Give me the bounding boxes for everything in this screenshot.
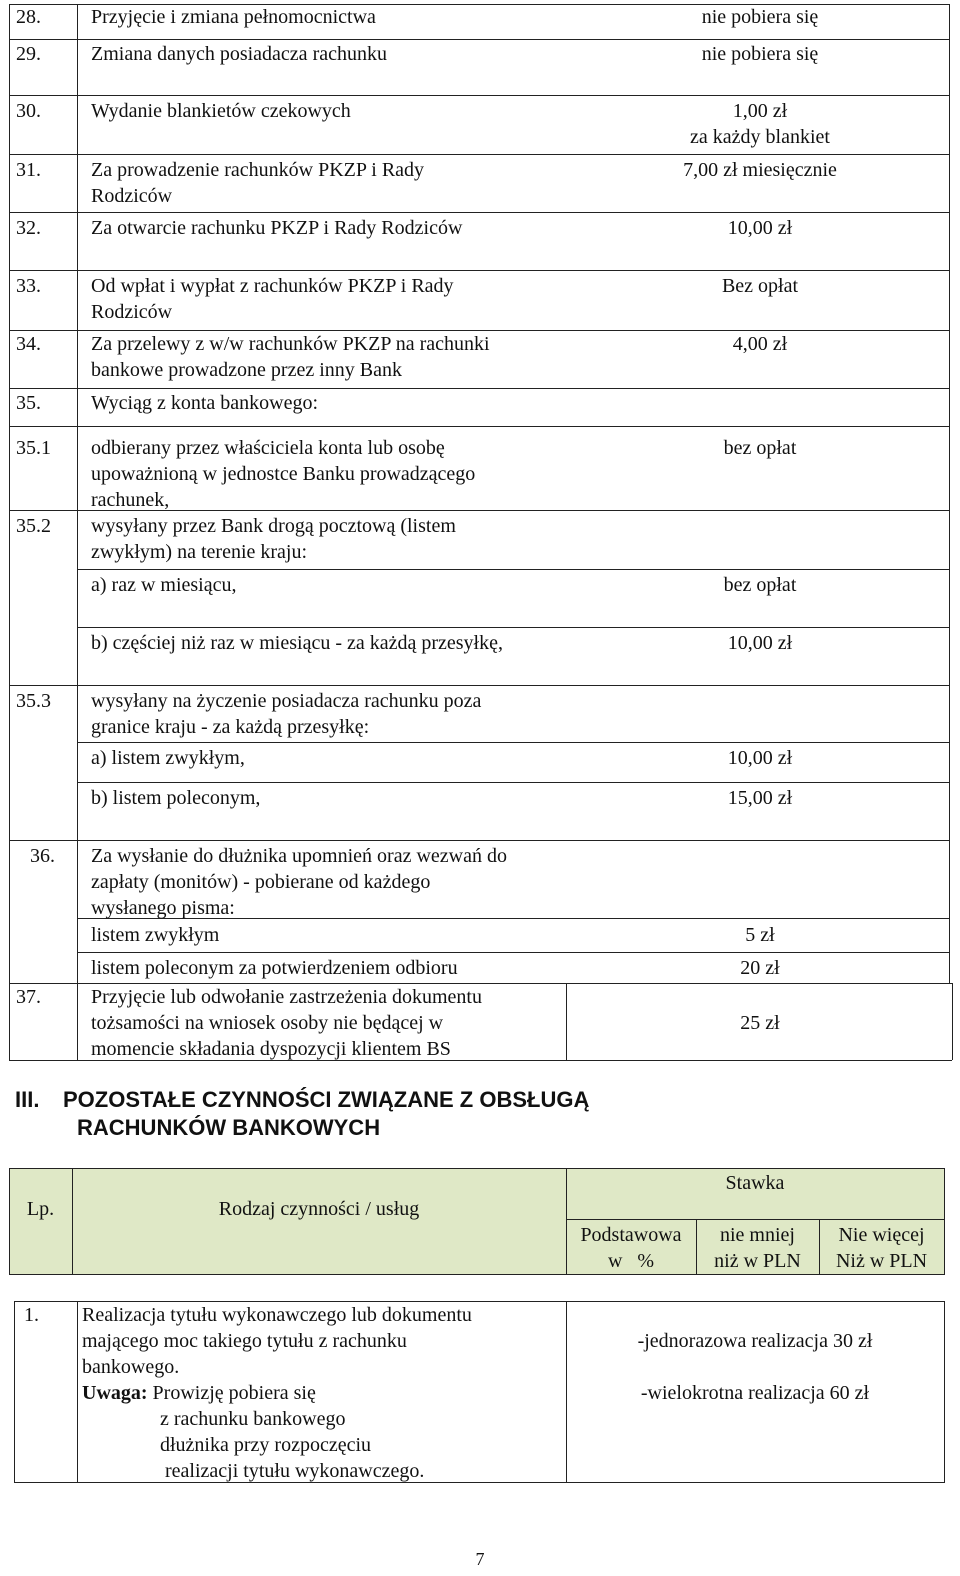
row-description: Za wysłanie do dłużnika upomnień oraz wezwań do — [91, 845, 507, 867]
row-divider — [77, 952, 949, 953]
section-title: RACHUNKÓW BANKOWYCH — [77, 1115, 381, 1140]
row-description: odbierany przez właściciela konta lub osobę — [91, 437, 445, 459]
row-description: zapłaty (monitów) - pobierane od każdego — [91, 871, 431, 893]
row-divider — [9, 95, 949, 96]
row-number: 36. — [30, 845, 55, 867]
table-border-right — [952, 983, 953, 1060]
column-divider — [566, 983, 567, 1060]
item-note — [82, 1380, 316, 1406]
header-border-right — [944, 1168, 945, 1275]
row-number: 32. — [16, 217, 41, 239]
row-description: granice kraju - za każdą przesyłkę: — [91, 716, 370, 738]
row-description: Zmiana danych posiadacza rachunku — [91, 43, 387, 65]
row-divider — [9, 270, 949, 271]
row-fee: nie pobiera się — [701, 43, 819, 65]
row-fee: 10,00 zł — [727, 217, 793, 239]
header-nie-wiecej: Niż w PLN — [835, 1250, 928, 1272]
row-fee: Bez opłat — [721, 275, 799, 297]
note-text: dłużnika przy rozpoczęciu — [160, 1434, 372, 1456]
row-number: 35.1 — [16, 437, 51, 459]
item-border-right — [944, 1301, 945, 1483]
row-divider — [77, 782, 949, 783]
note-label: Uwaga: — [82, 1382, 148, 1404]
row-fee: 15,00 zł — [727, 787, 793, 809]
row-description: Za przelewy z w/w rachunków PKZP na rachunki — [91, 333, 490, 355]
row-fee: 1,00 zł — [732, 100, 788, 122]
row-divider — [9, 426, 949, 427]
row-divider — [77, 742, 949, 743]
item-description: bankowego. — [82, 1356, 180, 1378]
row-fee: 5 zł — [745, 924, 775, 946]
column-divider — [77, 4, 78, 1060]
row-divider — [9, 212, 949, 213]
header-nie-mniej: niż w PLN — [714, 1250, 801, 1272]
row-number: 28. — [16, 6, 41, 28]
section-title: POZOSTAŁE CZYNNOŚCI ZWIĄZANE Z OBSŁUGĄ — [63, 1087, 590, 1112]
row-number: 31. — [16, 159, 41, 181]
row-description: Przyjęcie lub odwołanie zastrzeżenia dokumentu — [91, 986, 482, 1008]
section-number: III. — [15, 1087, 40, 1112]
header-nie-wiecej: Nie więcej — [838, 1224, 925, 1246]
item-border-left — [14, 1301, 15, 1483]
note-text: realizacji tytułu wykonawczego. — [160, 1460, 425, 1482]
row-description: Wyciąg z konta bankowego: — [91, 392, 319, 414]
row-number: 29. — [16, 43, 41, 65]
item-border-bottom — [14, 1482, 944, 1483]
row-description: momencie składania dyspozycji klientem BS — [91, 1038, 451, 1060]
item-description: mającego moc takiego tytułu z rachunku — [82, 1330, 407, 1352]
row-divider — [77, 569, 949, 570]
item-fee: -jednorazowa realizacja 30 zł — [637, 1330, 873, 1352]
header-border-bottom — [9, 1274, 944, 1275]
item-description: Realizacja tytułu wykonawczego lub dokumentu — [82, 1304, 472, 1326]
row-description: upoważnioną w jednostce Banku prowadzącego — [91, 463, 476, 485]
row-number: 34. — [16, 333, 41, 355]
header-divider — [566, 1219, 944, 1220]
sub-item: a) raz w miesiącu, — [91, 574, 237, 596]
row-description: Za otwarcie rachunku PKZP i Rady Rodziców — [91, 217, 463, 239]
row-description: Przyjęcie i zmiana pełnomocnictwa — [91, 6, 376, 28]
sub-item: b) częściej niż raz w miesiącu - za każdą przesyłkę, — [91, 632, 503, 654]
header-podstawowa: w % — [607, 1250, 655, 1272]
header-rodzaj: Rodzaj czynności / usług — [218, 1198, 420, 1220]
sub-item: b) listem poleconym, — [91, 787, 261, 809]
row-fee: 4,00 zł — [732, 333, 788, 355]
row-fee: 20 zł — [740, 957, 780, 979]
header-podstawowa: Podstawowa — [580, 1224, 682, 1246]
row-number: 30. — [16, 100, 41, 122]
row-description: Rodziców — [91, 301, 173, 323]
row-fee: nie pobiera się — [701, 6, 819, 28]
row-divider — [9, 840, 949, 841]
row-description: wysyłany przez Bank drogą pocztową (listem — [91, 515, 456, 537]
sub-item: a) listem zwykłym, — [91, 747, 245, 769]
row-divider — [77, 627, 949, 628]
row-fee: 10,00 zł — [727, 747, 793, 769]
row-description: zwykłym) na terenie kraju: — [91, 541, 308, 563]
header-lp: Lp. — [26, 1198, 55, 1220]
item-col-divider — [77, 1301, 78, 1483]
sub-item: listem poleconym za potwierdzeniem odbioru — [91, 957, 458, 979]
row-description: Od wpłat i wypłat z rachunków PKZP i Rady — [91, 275, 454, 297]
table-border-right — [949, 4, 950, 983]
row-divider — [9, 154, 949, 155]
row-fee: 25 zł — [740, 1012, 780, 1034]
row-divider — [9, 39, 949, 40]
row-number: 35. — [16, 392, 41, 414]
sub-item: listem zwykłym — [91, 924, 220, 946]
page-number: 7 — [475, 1549, 485, 1569]
row-number: 37. — [16, 986, 41, 1008]
row-description: tożsamości na wniosek osoby nie będącej w — [91, 1012, 444, 1034]
note-text: Prowizję pobiera się — [152, 1382, 316, 1404]
row-description: bankowe prowadzone przez inny Bank — [91, 359, 402, 381]
row-number: 35.3 — [16, 690, 51, 712]
row-description: Wydanie blankietów czekowych — [91, 100, 351, 122]
row-description: wysyłany na życzenie posiadacza rachunku poza — [91, 690, 482, 712]
row-number: 35.2 — [16, 515, 51, 537]
row-number: 33. — [16, 275, 41, 297]
row-divider — [9, 685, 949, 686]
row-description: Rodziców — [91, 185, 173, 207]
table-border-left — [9, 4, 10, 1060]
row-description: wysłanego pisma: — [91, 897, 235, 919]
row-description: rachunek, — [91, 489, 170, 511]
header-nie-mniej: nie mniej — [720, 1224, 795, 1246]
row-fee: 10,00 zł — [727, 632, 793, 654]
row-fee: bez opłat — [723, 574, 797, 596]
row-divider — [9, 388, 949, 389]
row-fee: bez opłat — [723, 437, 797, 459]
header-border-top — [9, 1168, 944, 1169]
row-fee: 7,00 zł miesięcznie — [683, 159, 837, 181]
item-number: 1. — [24, 1304, 39, 1326]
header-stawka: Stawka — [725, 1172, 785, 1194]
item-fee: -wielokrotna realizacja 60 zł — [640, 1382, 870, 1404]
row-description: Za prowadzenie rachunków PKZP i Rady — [91, 159, 425, 181]
row-fee-note: za każdy blankiet — [690, 126, 830, 148]
note-text: z rachunku bankowego — [160, 1408, 346, 1430]
